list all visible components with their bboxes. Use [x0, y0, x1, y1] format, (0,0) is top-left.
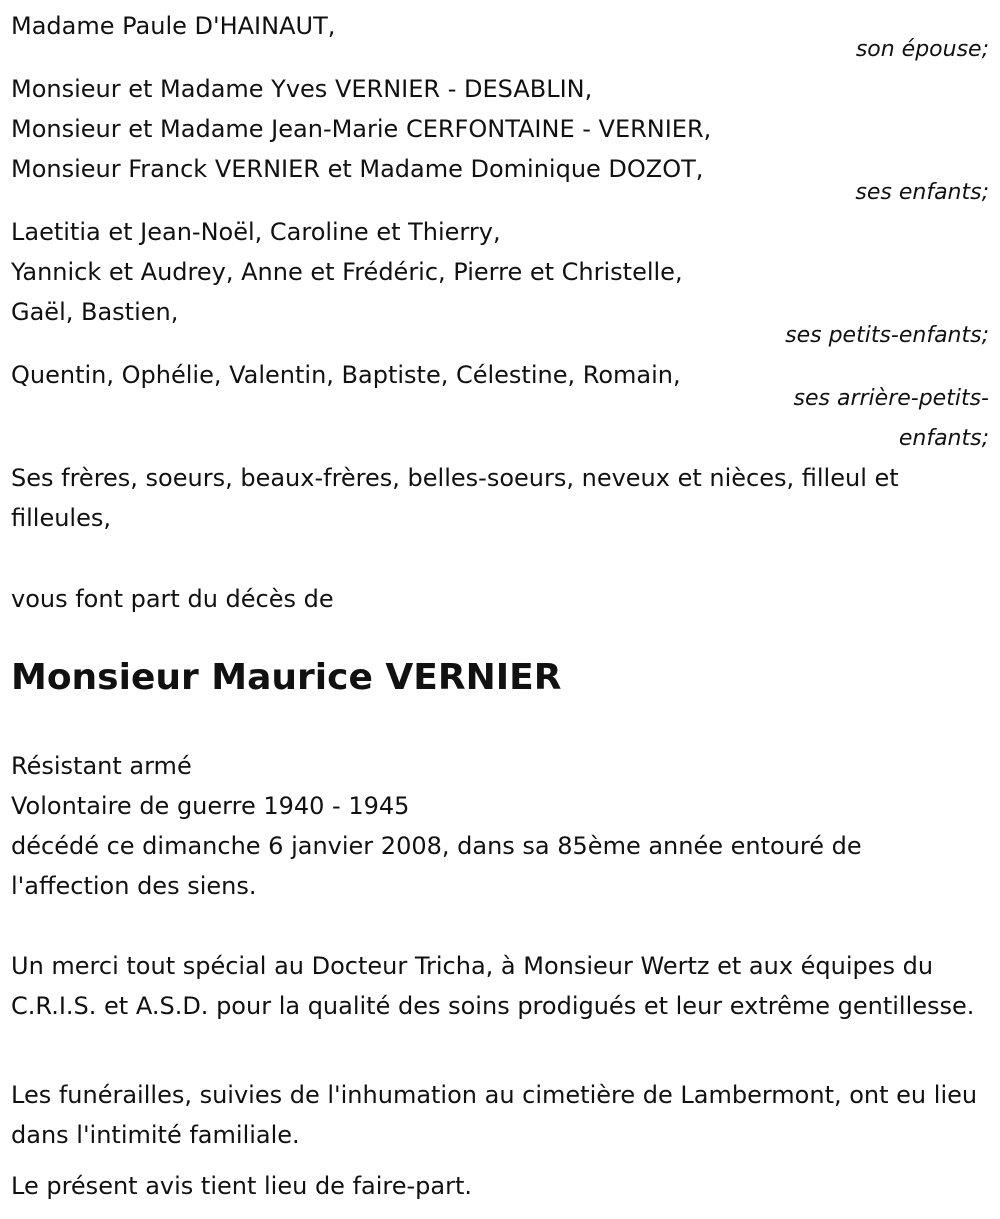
death-details: décédé ce dimanche 6 janvier 2008, dans sa 85ème année entouré de l'affection des siens. — [11, 832, 862, 900]
grandchild-line: Laetitia et Jean-Noël, Caroline et Thierry, — [11, 218, 501, 246]
thanks-paragraph: Un merci tout spécial au Docteur Tricha, à Monsieur Wertz et aux équipes du C.R.I.S. et A.S.D. pour la qualité des soins prodigués et leur extrême gentillesse. — [11, 952, 975, 1020]
closing-line: Le présent avis tient lieu de faire-part. — [11, 1172, 473, 1200]
child-line: Monsieur et Madame Jean-Marie CERFONTAINE - VERNIER, — [11, 115, 712, 143]
great-grandchildren-role: ses arrière-petits- — [793, 386, 989, 411]
grandchild-line: Yannick et Audrey, Anne et Frédéric, Pierre et Christelle, — [11, 258, 683, 286]
announcement: vous font part du décès de — [11, 585, 334, 613]
grandchild-line: Gaël, Bastien, — [11, 298, 179, 326]
extended-family: Ses frères, soeurs, beaux-frères, belles-soeurs, neveux et nièces, filleul et filleules, — [11, 464, 899, 532]
funeral-paragraph: Les funérailles, suivies de l'inhumation au cimetière de Lambermont, ont eu lieu dans l'intimité familiale. — [11, 1081, 978, 1149]
child-line: Monsieur Franck VERNIER et Madame Dominique DOZOT, — [11, 155, 704, 183]
detail-line: Volontaire de guerre 1940 - 1945 — [11, 792, 410, 820]
detail-line: Résistant armé — [11, 752, 192, 780]
spouse-role: son épouse; — [855, 37, 989, 62]
child-line: Monsieur et Madame Yves VERNIER - DESABLIN, — [11, 75, 593, 103]
great-grandchildren-role: enfants; — [898, 426, 989, 451]
deceased-name: Monsieur Maurice VERNIER — [11, 657, 562, 698]
grandchildren-role: ses petits-enfants; — [785, 323, 989, 348]
great-grandchildren-line: Quentin, Ophélie, Valentin, Baptiste, Célestine, Romain, — [11, 361, 681, 389]
children-role: ses enfants; — [855, 180, 989, 205]
spouse-name: Madame Paule D'HAINAUT, — [11, 12, 336, 40]
